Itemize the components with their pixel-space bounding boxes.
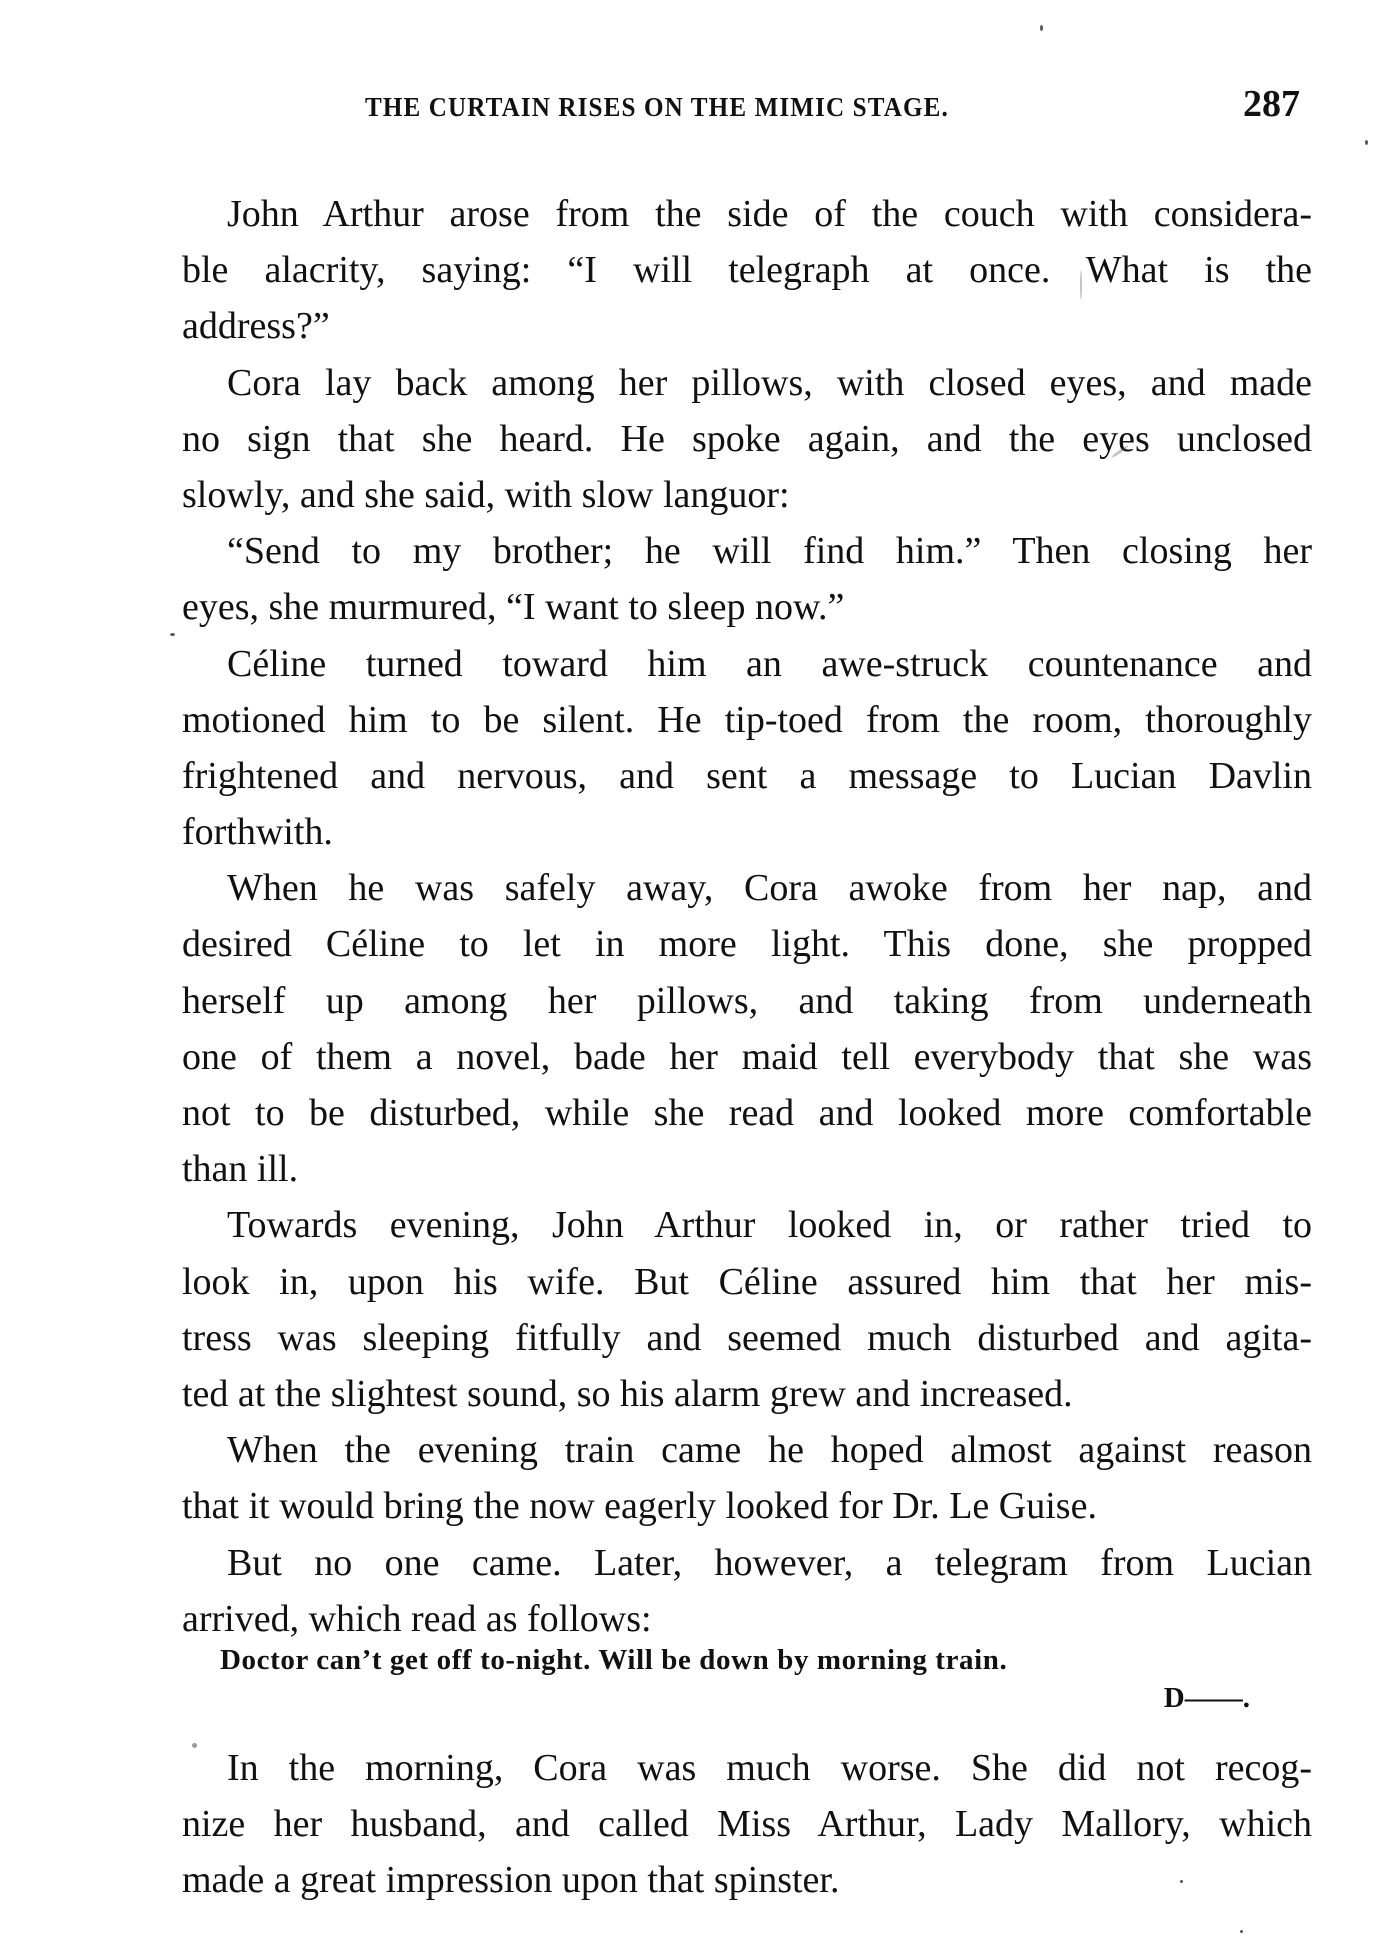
text-line: John Arthur arose from the side of the couch with considera- [227, 193, 1312, 235]
text-line: address?” [182, 305, 330, 348]
paragraph [182, 523, 1312, 635]
telegram-message: Doctor can’t get off to-night. Will be down by morning train. [220, 1644, 1008, 1676]
paragraph [182, 355, 1312, 524]
text-line: no sign that she heard. He spoke again, and the eyes unclosed [182, 417, 1312, 460]
text-line: Cora lay back among her pillows, with closed eyes, and made [227, 361, 1312, 404]
text-line: But no one came. Later, however, a telegram from Lucian [227, 1541, 1312, 1584]
text-line: When he was safely away, Cora awoke from her nap, and [227, 867, 1312, 910]
text-line: arrived, which read as follows: [182, 1597, 652, 1640]
text-line: In the morning, Cora was much worse. She did not recog- [227, 1747, 1312, 1789]
telegram-signature: D——. [1163, 1682, 1250, 1714]
text-line: desired Céline to let in more light. This done, she propped [182, 923, 1312, 966]
text-line: herself up among her pillows, and taking from underneath [182, 979, 1312, 1022]
text-line: eyes, she murmured, “I want to sleep now.” [182, 586, 845, 629]
text-line: look in, upon his wife. But Céline assured him that her mis- [182, 1260, 1312, 1303]
text-line: Towards evening, John Arthur looked in, or rather tried to [227, 1204, 1312, 1247]
text-line: tress was sleeping fitfully and seemed much disturbed and agita- [182, 1316, 1312, 1359]
scan-speck [170, 633, 175, 636]
text-line: than ill. [182, 1148, 299, 1191]
text-line: ble alacrity, saying: “I will telegraph at once. What is the [182, 249, 1312, 292]
scan-speck [1240, 1930, 1243, 1933]
text-line: not to be disturbed, while she read and looked more comfortable [182, 1092, 1312, 1134]
text-line: nize her husband, and called Miss Arthur, Lady Mallory, which [182, 1803, 1312, 1846]
scan-speck [1180, 1880, 1183, 1883]
text-line: Céline turned toward him an awe-struck countenance and [227, 642, 1312, 685]
text-line: that it would bring the now eagerly looked for Dr. Le Guise. [182, 1485, 1097, 1528]
paragraph [182, 1535, 1312, 1647]
paragraph [182, 1422, 1312, 1534]
text-line: forthwith. [182, 811, 333, 854]
page-number: 287 [1243, 83, 1300, 125]
scan-speck [1365, 140, 1368, 145]
closing-paragraph [182, 1740, 1312, 1909]
text-line: “Send to my brother; he will find him.” Then closing her [227, 530, 1312, 573]
body-text [182, 186, 1312, 1647]
text-line: made a great impression upon that spinster. [182, 1859, 840, 1902]
scan-speck [192, 1743, 197, 1748]
text-line: slowly, and she said, with slow languor: [182, 473, 790, 516]
paragraph [182, 636, 1312, 861]
text-line: ted at the slightest sound, so his alarm grew and increased. [182, 1372, 1073, 1415]
text-line: one of them a novel, bade her maid tell everybody that she was [182, 1035, 1312, 1078]
scan-speck [1080, 270, 1082, 300]
text-line: When the evening train came he hoped almost against reason [227, 1429, 1312, 1472]
paragraph [182, 186, 1312, 355]
text-line: motioned him to be silent. He tip-toed from the room, thoroughly [182, 698, 1312, 741]
text-line: frightened and nervous, and sent a message to Lucian Davlin [182, 754, 1312, 797]
scan-speck [1040, 25, 1043, 31]
running-title: THE CURTAIN RISES ON THE MIMIC STAGE. [365, 92, 949, 122]
telegram-block [220, 1640, 1250, 1716]
paragraph [182, 860, 1312, 1197]
paragraph [182, 1197, 1312, 1422]
